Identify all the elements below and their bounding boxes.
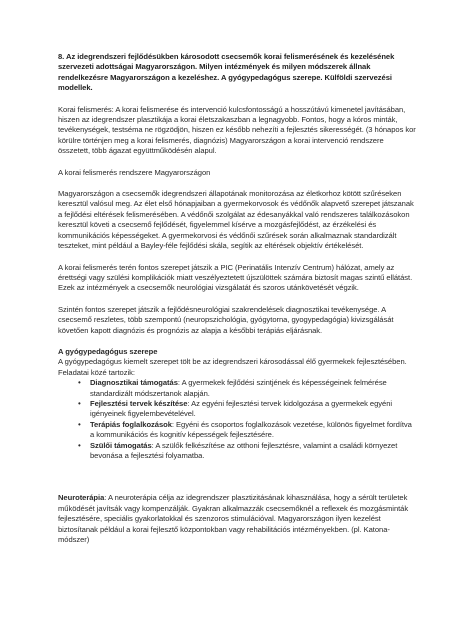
list-item-term: Fejlesztési tervek készítése <box>90 398 188 408</box>
neurotherapy-term: Neuroterápia <box>58 493 105 503</box>
section-heading-special-educator: A gyógypedagógus szerepe <box>58 346 158 356</box>
section-heading-system: A korai felismerés rendszere Magyarországon <box>58 167 211 177</box>
paragraph-neurology: Szintén fontos szerepet játszik a fejlődésneurológiai szakrendelések diagnosztikai tevékenysége. A csecsemő reszletes, több szempontú (neuropszichológia, gyógytorna, gyogypedagógia) kivizsgálását követően kapott diagnózis és prognózis az alapja a későbbi terápiás eljárásnak. <box>58 304 394 335</box>
paragraph-pic-network: A korai felismerés terén fontos szerepet játszik a PIC (Perinatális Intenzív Centrum) hálózat, amely az érettségi vagy szülési komplikációk miatt veszélyeztetett újszülöttek számára biztosít magas szintű ellátást. Ezek az intézmények a csecsemők neurológiai vizsgálatát és szoros utánkövetését végzik. <box>58 262 413 293</box>
neurotherapy-text: : A neuroterápia célja az idegrendszer plasztizitásának kihasználása, hogy a sérült területek működését javítsák vagy kompenzálják. Gyakran alkalmazzák csecsemőknél a reflexek és mozgásminták fejlesztésére, speciális gyakorlatokkal és szenzoros stimulációval. Magyarországon ilyen kezelést biztosítanak például a korai fejlesztő központokban vagy rehabilitációs intézményekben. (pl. Katona-módszer) <box>58 493 409 545</box>
list-item-text: : A gyermekek fejlődési szintjének és képességeinek felmérése standardizált módszertanok alapján. <box>90 378 387 398</box>
question-title: 8. Az idegrendszeri fejlődésükben károsodott csecsemők korai felismerésének és kezelésének szervezeti adottságai Magyarországon. Milyen intézmények és milyen módszerek állnak rendelkezésre Magyarországon a kezeléshez. A gyógypedagógus szerepe. Külföldi szervezési modellek. <box>58 52 395 93</box>
paragraph-special-educator: A gyógypedagógus kiemelt szerepet tölt be az idegrendszeri károsodással élő gyermekek fejlesztésében. Feladatai közé tartozik: <box>58 357 407 377</box>
list-item-term: Terápiás foglalkozások <box>90 419 172 429</box>
paragraph-monitoring: Magyarországon a csecsemők idegrendszeri állapotának monitorozása az életkorhoz kötött szűréseken keresztül valósul meg. Az élet első hónapjaiban a gyermekorvosok és védőnők alapvető szerepet játszanak a fejlődési eltérések felismerésében. A védőnői szolgálat az édesanyákkal való rendszeres találkozásokon keresztül követi a csecsemő fejlődését, figyelemmel kísérve a mozgásfejlődést, az érzékelési és kommunikációs képességeket. A gyermekorvosi és védőnői szűrések során alkalmaznak standardizált teszteket, mint például a Bayley-féle fejlődési skála, segítik az eltérések objektív értékelését. <box>58 189 414 251</box>
paragraph-early-detection: Korai felismerés: A korai felismerése és intervenció kulcsfontosságú a hosszútávú kimenetel javításában, hiszen az idegrendszer plasztikája a korai életszakaszban a legnagyobb. Fontos, hogy a kóros minták, tevékenységek, testséma ne rögzödjön, hiszen ez később nehezíti a fejlesztés sikerességét. (3 hónapos kor körülre történjen meg a korai felismerés, diagnózis) Magyarországon a korai intervenció rendszere összetett, több ágazat együttműködésén alapul. <box>58 104 416 156</box>
list-item-text: : Egyéni és csoportos foglalkozások vezetése, különös figyelmet fordítva a kommunikációs és kognitív képességek fejlesztésére. <box>90 419 412 440</box>
list-item-text: : Az egyéni fejlesztési tervek kidolgozása a gyermekek egyéni igényeinek figyelembevételével. <box>90 398 393 419</box>
list-item <box>90 441 416 462</box>
list-item <box>90 378 416 399</box>
list-item-text: : A szülők felkészítése az otthoni fejlesztésre, valamint a családi környezet bevonása a fejlesztési folyamatba. <box>90 440 398 460</box>
list-item <box>90 399 416 420</box>
tasks-list <box>58 378 416 461</box>
list-item-term: Diagnosztikai támogatás <box>90 378 178 388</box>
list-item-term: Szülői támogatás <box>90 440 152 450</box>
paragraph-neurotherapy <box>58 493 416 545</box>
list-item <box>90 420 416 441</box>
